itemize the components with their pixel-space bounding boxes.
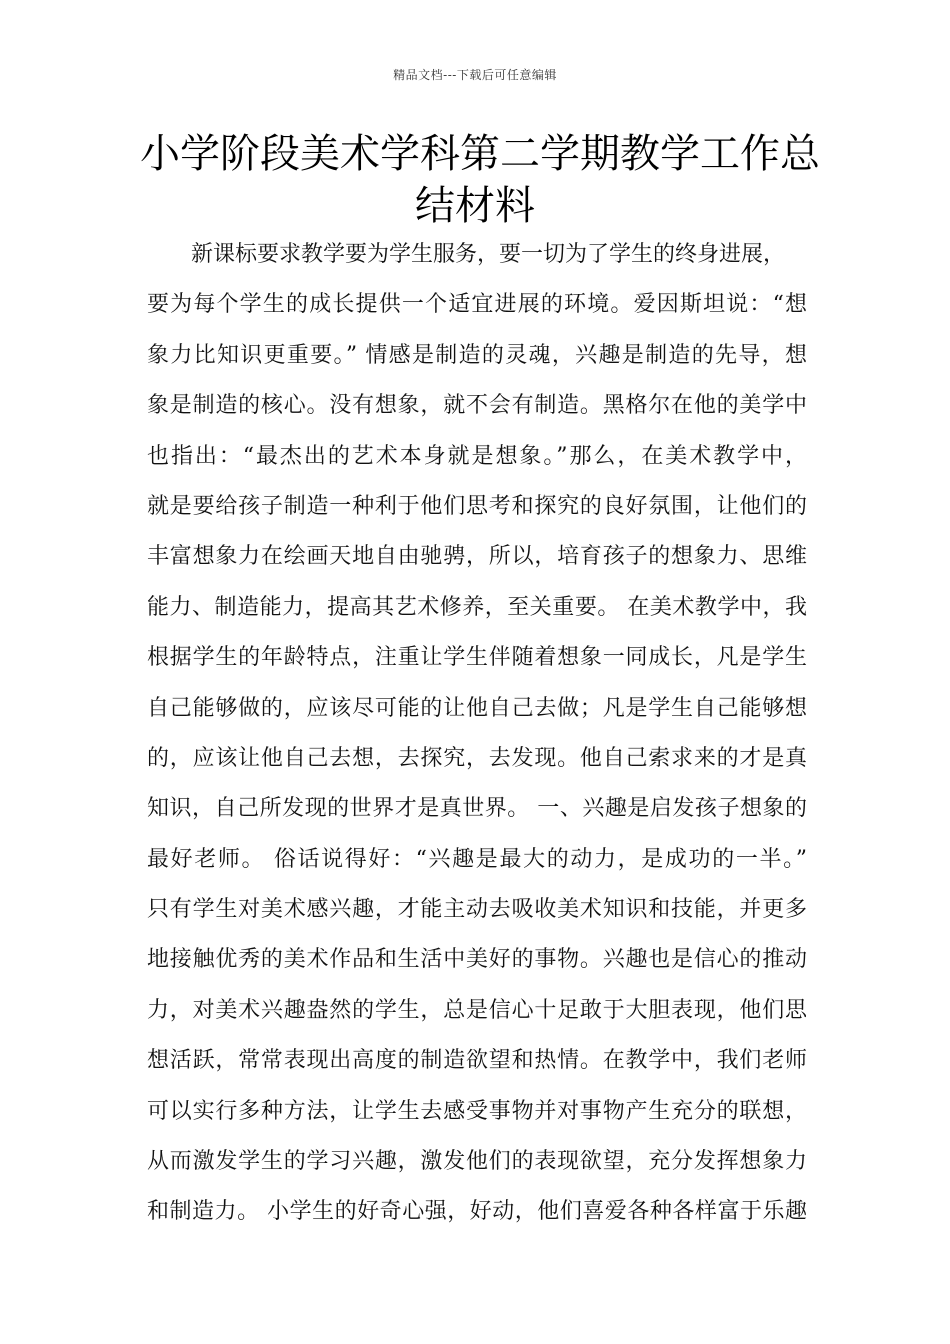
- body-line: 象力比知识更重要。” 情感是制造的灵魂，兴趣是制造的先导，想: [147, 342, 807, 368]
- body-line: 从而激发学生的学习兴趣，激发他们的表现欲望，充分发挥想象力: [147, 1149, 807, 1175]
- body-line: 能力、制造能力，提高其艺术修养，至关重要。 在美术教学中，我: [147, 594, 807, 620]
- title-line: 小学阶段美术学科第二学期教学工作总: [140, 131, 820, 177]
- body-line: 地接触优秀的美术作品和生活中美好的事物。兴趣也是信心的推动: [147, 947, 807, 973]
- document-title: [140, 128, 820, 232]
- body-line: 根据学生的年龄特点，注重让学生伴随着想象一同成长，凡是学生: [147, 645, 807, 671]
- body-paragraph: [147, 230, 807, 1238]
- body-line: 丰富想象力在绘画天地自由驰骋，所以，培育孩子的想象力、思维: [147, 544, 807, 570]
- header-note: 精品文档---下载后可任意编辑: [393, 68, 557, 82]
- body-line: 要为每个学生的成长提供一个适宜进展的环境。爱因斯坦说：“想: [147, 292, 807, 318]
- body-line: 和制造力。 小学生的好奇心强，好动，他们喜爱各种各样富于乐趣: [147, 1199, 807, 1225]
- title-line: 结材料: [415, 183, 535, 229]
- body-line: 力，对美术兴趣盎然的学生，总是信心十足敢于大胆表现，他们思: [147, 997, 807, 1023]
- body-line: 新课标要求教学要为学生服务，要一切为了学生的终身进展，: [191, 242, 786, 267]
- body-line: 只有学生对美术感兴趣，才能主动去吸收美术知识和技能，并更多: [147, 897, 807, 923]
- body-line: 最好老师。 俗话说得好：“兴趣是最大的动力，是成功的一半。”: [147, 846, 807, 872]
- body-line: 知识，自己所发现的世界才是真世界。 一、兴趣是启发孩子想象的: [147, 796, 807, 822]
- body-line: 可以实行多种方法，让学生去感受事物并对事物产生充分的联想，: [147, 1098, 807, 1124]
- body-line: 自己能够做的，应该尽可能的让他自己去做；凡是学生自己能够想: [147, 695, 807, 721]
- body-line: 就是要给孩子制造一种利于他们思考和探究的良好氛围，让他们的: [147, 493, 807, 519]
- body-line: 象是制造的核心。没有想象，就不会有制造。黑格尔在他的美学中: [147, 393, 807, 419]
- body-line: 也指出：“最杰出的艺术本身就是想象。”那么，在美术教学中，: [147, 443, 807, 469]
- body-line: 的，应该让他自己去想，去探究，去发现。他自己索求来的才是真: [147, 745, 807, 771]
- body-line: 想活跃，常常表现出高度的制造欲望和热情。在教学中，我们老师: [147, 1048, 807, 1074]
